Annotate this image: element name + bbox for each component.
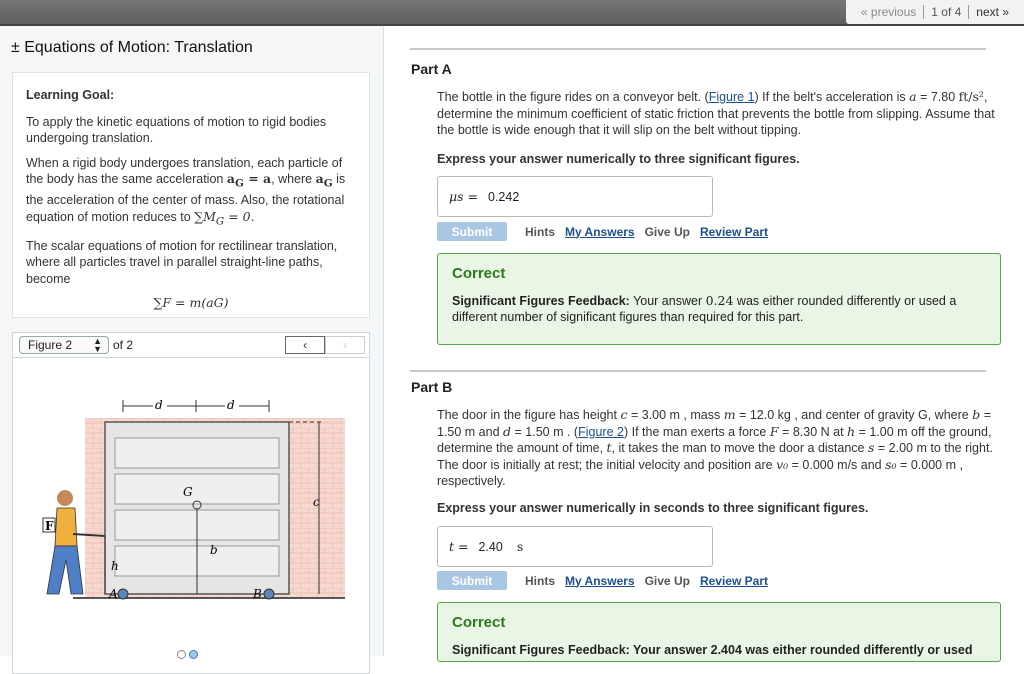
divider (410, 370, 986, 372)
math-F: F (769, 423, 779, 439)
door-panel (115, 438, 279, 468)
translation-paragraph (26, 155, 356, 230)
figure-pager (177, 650, 198, 659)
figure-select-value: Figure 2 (28, 338, 73, 352)
feedback-text (452, 293, 986, 326)
part-a-instruction: Express your answer numerically to three significant figures. (437, 152, 800, 166)
figure-prev-button[interactable]: ‹ (285, 336, 325, 354)
figure-count: of 2 (113, 338, 134, 352)
answer-symbol: μs = (449, 189, 478, 204)
figure-next-button[interactable]: › (325, 336, 365, 354)
label-B: B (253, 587, 262, 601)
math-moment: $\sum M_G = 0$. (194, 208, 255, 227)
text: The bottle in the figure rides on a conveyor belt. ( (437, 90, 709, 104)
page-position: 1 of 4 (931, 5, 962, 19)
label-d: d (227, 398, 235, 412)
label-d: d (155, 398, 163, 412)
part-b-label: Part B (411, 379, 453, 395)
scalar-paragraph: The scalar equations of motion for rectilinear translation, where all particles travel in parallel straight-line paths, become (26, 238, 338, 286)
part-b-answer-field[interactable] (437, 526, 713, 567)
label-c: c (313, 495, 320, 509)
man-pants (47, 546, 83, 594)
math-h: h (847, 423, 856, 439)
math-d: d (503, 423, 512, 439)
text: = 7.80 (920, 90, 956, 104)
text: ) If the belt's acceleration is (754, 90, 906, 104)
previous-link[interactable]: « previous (860, 5, 917, 19)
text: = 1.00 m off the ground, determine the amount of time, (437, 424, 992, 455)
text: ) If the man exerts a force (623, 424, 767, 439)
feedback-text: Significant Figures Feedback: Your answer 2.404 was either rounded differently or used (452, 642, 973, 657)
answer-value: 2.40 (478, 539, 503, 554)
next-link[interactable]: next » (976, 5, 1009, 19)
equation: ∑F = m(aG) (153, 295, 229, 310)
answer-unit: s (516, 539, 524, 554)
text: = 0.000 m/s and (791, 457, 882, 472)
man-shirt (55, 508, 77, 546)
door-figure (13, 358, 369, 638)
submit-button[interactable]: Submit (437, 222, 507, 241)
text: = 3.00 m , mass (630, 408, 721, 422)
review-part-link[interactable]: Review Part (699, 573, 768, 588)
text: = 1.50 m . ( (514, 424, 579, 439)
learning-goal-box[interactable] (12, 72, 370, 318)
feedback-title: Correct (452, 265, 506, 282)
part-a-text (437, 89, 999, 139)
math-aG: $a_G = a$ (226, 171, 272, 190)
give-up-link[interactable]: Give Up (644, 573, 690, 588)
top-bar (0, 0, 1024, 26)
figure-nav (285, 336, 365, 354)
figure-1-link[interactable]: Figure 1 (708, 90, 755, 104)
text: The door in the figure has height (437, 408, 617, 422)
part-b-actions (437, 571, 778, 590)
figure-dot-active[interactable] (189, 650, 198, 659)
part-a-answer-field[interactable] (437, 176, 713, 217)
math-t: t (606, 440, 612, 455)
text: = 12.0 kg , and center of gravity G, where (739, 408, 969, 422)
part-b-feedback (437, 602, 1001, 662)
text: = 2.00 m to the right. The door is initially at rest; the initial velocity and position are (437, 441, 993, 472)
door-panel (115, 474, 279, 504)
text: = 0.000 m , respectively. (437, 457, 963, 488)
left-panel (0, 26, 384, 656)
submit-button[interactable]: Submit (437, 571, 507, 590)
give-up-link[interactable]: Give Up (644, 224, 690, 239)
wheel-B (264, 589, 274, 599)
math-aG: $a_G$ (315, 171, 333, 190)
label-F: F (45, 519, 54, 533)
text: was either rounded differently or used a different number of significant figures than required for this part. (452, 293, 957, 324)
label-G: G (183, 485, 193, 499)
learning-goal-heading: Learning Goal: (26, 88, 115, 102)
figure-select[interactable] (19, 336, 109, 354)
right-panel (384, 26, 1024, 656)
answer-value: 0.242 (488, 189, 520, 204)
part-b-instruction: Express your answer numerically in seconds to three significant figures. (437, 501, 869, 515)
text: Your answer (633, 293, 703, 308)
feedback-value: 0.24 (705, 292, 734, 308)
learning-goal-text: To apply the kinetic equations of motion to rigid bodies undergoing translation. (26, 114, 327, 145)
review-part-link[interactable]: Review Part (699, 224, 768, 239)
my-answers-link[interactable]: My Answers (565, 573, 635, 588)
feedback-label: Significant Figures Feedback: (452, 293, 630, 308)
part-a-feedback (437, 253, 1001, 345)
part-a-label: Part A (411, 61, 452, 77)
math-units: ft/s² (958, 89, 984, 104)
answer-symbol: t = (449, 539, 469, 554)
math-v0: v₀ (776, 456, 789, 472)
part-b-text (437, 407, 999, 490)
hints-link[interactable]: Hints (525, 573, 555, 588)
man-head (57, 490, 73, 506)
label-b: b (210, 543, 218, 557)
divider (410, 48, 986, 50)
figure-toolbar (12, 332, 370, 358)
math-b: b (972, 407, 981, 422)
math-s0: s₀ (885, 456, 897, 472)
feedback-title: Correct (452, 614, 506, 631)
figure-2-link[interactable]: Figure 2 (578, 424, 624, 439)
text: = 8.30 N at (782, 424, 844, 439)
updown-icon: ▲ ▼ (93, 336, 102, 354)
text: is the acceleration of the center of mass. Also, the rotational equation of motion reduces to (26, 172, 346, 224)
figure-panel (12, 358, 370, 674)
part-a-actions (437, 222, 778, 241)
wheel-A (118, 589, 128, 599)
math-m: m (723, 407, 736, 422)
math-a: a (909, 89, 917, 104)
math-s: s (867, 440, 875, 455)
label-A: A (109, 587, 118, 601)
text: When a rigid body undergoes translation, each particle of the body has the same acceleration (26, 155, 343, 186)
label-h: h (111, 559, 119, 573)
hints-link[interactable]: Hints (525, 224, 555, 239)
math-c: c (620, 407, 628, 422)
text: , where (271, 172, 313, 186)
pager (846, 0, 1024, 24)
text: = 1.50 m and (437, 408, 992, 439)
my-answers-link[interactable]: My Answers (565, 224, 635, 239)
text: , it takes the man to move the door a distance (611, 441, 865, 455)
text: , determine the minimum coefficient of static friction that prevents the bottle from slipping. Assume that the bottle is wide enough that it will slip on the belt without tipping. (437, 90, 995, 137)
figure-dot[interactable] (177, 650, 186, 659)
page-title: ± Equations of Motion: Translation (11, 39, 253, 56)
